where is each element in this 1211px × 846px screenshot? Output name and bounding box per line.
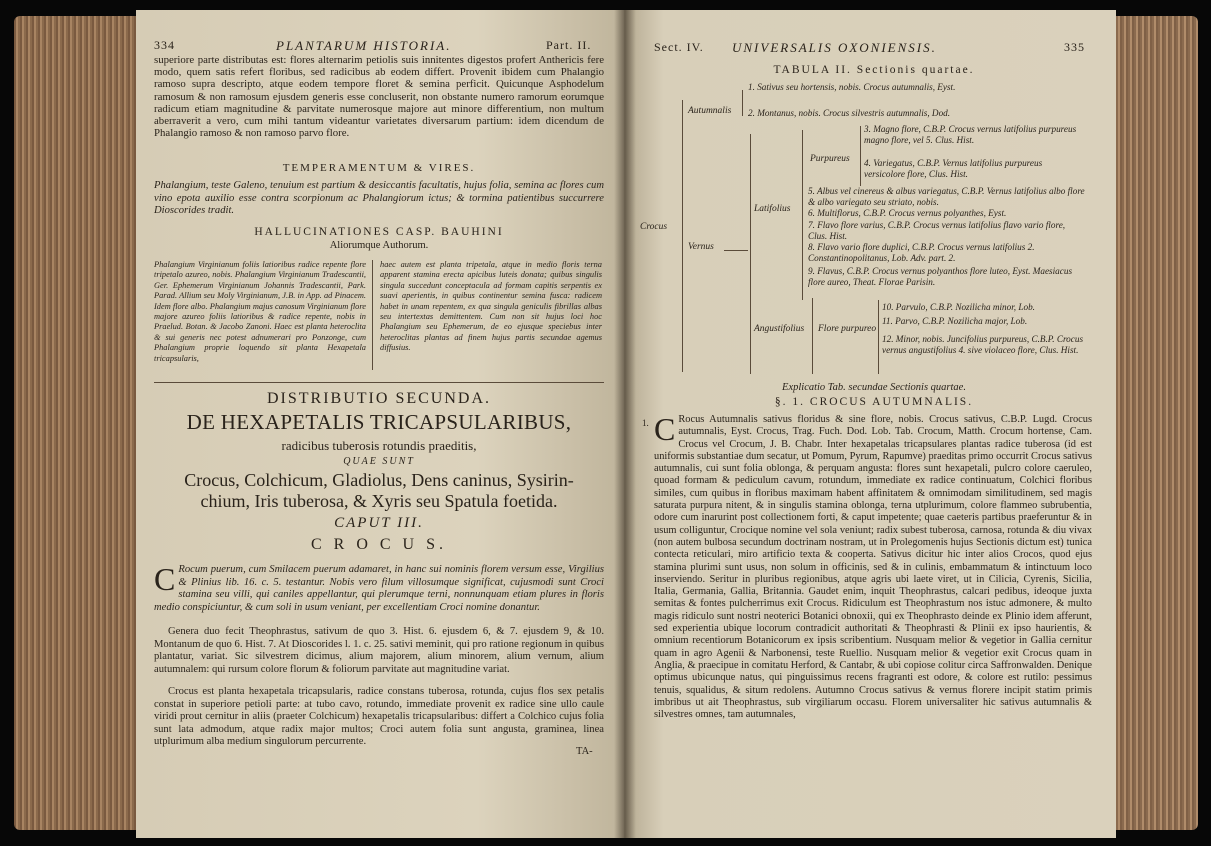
- tree-flore-purpureo-brace: [878, 300, 879, 374]
- crocus-autumnalis-paragraph: [654, 411, 1092, 721]
- crocus-paragraph-1-text: Rocum puerum, cum Smilacem puerum adamaret, in hanc sui nominis florem versum esse, Virgilius & Plinius lib. 16. c. 5. testantur. Nobis vero filum villosumque significat, cujusmodi sunt Croci stamina seu villi, qui caniles appellantur, qui plerumque terni, nonnunquam etiam plures in floris medio conspiciuntur, & cum soli in usum veniant, per excellentiam Croci nomine donantur.: [154, 564, 604, 613]
- caput-heading: CAPUT III.: [334, 515, 424, 531]
- entry-3: 3. Magno flore, C.B.P. Crocus vernus latifolius purpureus magno flore, vel 5. Clus. Hist.: [864, 124, 1077, 145]
- left-running-head: PLANTARUM HISTORIA.: [276, 38, 452, 53]
- autumnalis-paragraph-text: Rocus Autumnalis sativus floridus & sine flore, nobis. Crocus sativus, C.B.P. Lugd. Crocus autumnalis, Eyst. Crocus, Trag. Fuch. Dod. Lob. Tab. Crocum, Matth. Crocum hortense, Cam. Crocus vel Crocum, J. B. Chabr. Inter hexapetalas tricapsulares plantas radice tuberosa (id est uniformis substantiae dum secatur, ut Pomum, Pyrum, Rapumve) praeditas primo occurrit Crocus sativus autumnalis, cui sunt folia oblonga, & perquam angusta: flores sunt hexapetali, pulcro colore caeruleo, quoad formam & pediculum cavum, rotundum, immediate ex radice continuatum, Colchici floribus similes, cum quibus in floribus maximam habent affinitatem & omnimodam similitudinem, sed magis saturata purpura nitent, & in singulis stamina oblonga, terna utplurimum, colore flammeo subrubentia, odore cum inarurint post collectionem forti, & caput impetente; quae caeteris partibus praeferuntur & in usum colliguntur, Crocique nomine vel sola veniunt; radix subest tuberosa, carnosa, rotunda & diu vivax (non autem bulbosa secundum doctrinam nostram, ut in Prolegomenis hujus Sectionis dictum est) tunica contecta reticulari, miro artificio texta & cooperta. Sativus dicitur hic inter alios Crocos, quod ejus stamina plurimi sunt usus, non solum in officinis, sed & in culinis, embammatum & intinctuum loco inserviendo. Seritur in pluribus regionibus, atque agris ubi laete viret, ut in Cilicia, Cyrenis, Sicilia, Italia, Germania, Gallia, Britannia. Gaudet enim, inquit Theophrastus, calcari pedibus, ideoque juxta semitas & fontes pulcherrimus exit Crocus. Ridiculum est Theophrastum nos istuc admonere, & multo magis ridiculo sunt nostri neoterici Botanici obnoxii, qui ex Theophrasto deinde ex Plinio idem afferunt, sed experientia ubique locorum contradicit authoritati & Theophrasti & Plinii ex ipso haurientis, & omnium recentiorum Botanicorum ex ipsis scribentium. Nusquam melior & vegetior in Gallia cernitur quam in agro Agenii & Narbonensi, teste Ruellio. Nusquam melior & vegetior exit Crocus quam in Anglia, & praecipue in comitatu Herford, & Cantabr, & ubi copiose colitur circa Saffronwalden. Denique optimus ubicunque natus, qui pinguissimus recens fragranti est odore, & colore est rutilo: pessimus tenuis, squalidus, & situm redolens. Autumno Crocus sativus & vernus florere incipit statim primis imbribus ut ait Theophrastus, sub virgiliarum occasu. Florem universaliter hic sativus autumnalis & silvestres omnes, tam autumnales,: [654, 414, 1092, 721]
- entry-11: 11. Parvo, C.B.P. Nozilicha major, Lob.: [882, 316, 1028, 326]
- left-catchword: TA-: [576, 746, 593, 757]
- entry-4: 4. Variegatus, C.B.P. Vernus latifolius purpureus versicolore flore, Clus. Hist.: [864, 158, 1043, 179]
- temperament-heading: TEMPERAMENTUM & VIRES.: [282, 162, 476, 174]
- tree-autumnalis-label: Autumnalis: [688, 106, 732, 116]
- tree-purpureus-label: Purpureus: [810, 154, 850, 164]
- tree-latifolius-label: Latifolius: [754, 204, 791, 214]
- genera-line-2: chium, Iris tuberosa, & Xyris seu Spatula foetida.: [200, 491, 558, 511]
- tree-purpureus-brace: [860, 126, 861, 186]
- entry-12: 12. Minor, nobis. Juncifolius purpureus, C.B.P. Crocus vernus angustifolius 4. sive violaceo flore, Clus. Hist.: [882, 334, 1084, 355]
- left-part-label: Part. II.: [546, 38, 592, 52]
- genera-line-1: Crocus, Colchicum, Gladiolus, Dens caninus, Sysirin-: [184, 470, 574, 490]
- radicibus-line: radicibus tuberosis rotundis praeditis,: [281, 438, 477, 453]
- entry-9: 9. Flavus, C.B.P. Crocus vernus polyanthos flore luteo, Eyst. Maesiacus flore aureo, Theat. Florae Parisin.: [808, 266, 1073, 287]
- section-label: Sect. IV.: [654, 40, 704, 54]
- tree-crocus-brace: [682, 100, 683, 372]
- tree-crocus-label: Crocus: [640, 222, 668, 232]
- entry-6: 6. Multiflorus, C.B.P. Crocus vernus polyanthes, Eyst.: [808, 208, 1007, 218]
- quae-sunt-line: QUAE SUNT: [343, 456, 415, 467]
- right-running-head: UNIVERSALIS OXONIENSIS.: [732, 40, 937, 55]
- crocus-paragraph-3: Crocus est planta hexapetala tricapsularis, radice constans tuberosa, rotunda, cujus flos sex petalis constat in superiore petioli parte: at tubo cavo, rotundo, immediate provenit ex radice sine ullo caule viridi prout cernitur in aliis (praeter Colchicum) hexapetalis tricapsularibus: differt a Colchico cujus folia sunt lata admodum, atque radix major multos; Croci autem folia sunt angusta, graminea, linea utplurimum alba medium singulorum percurrente.: [154, 686, 604, 748]
- explicatio-line: Explicatio Tab. secundae Sectionis quartae.: [782, 382, 966, 393]
- book-gutter: [614, 10, 636, 838]
- note-column-1: Phalangium Virginianum foliis latioribus radice repente flore tripetalo azureo, nobis. Phalangium Virginianum Tradescantii, Ger. Ephemerum Virginianum Johannis Tradescantii, Park. Parad. Allium seu Moly Virginianum, J.B. in App. ad Pinacem. Idem flore albo. Phalangium majus canosum Virginianum flore majore azureo foliis latioribus & radice repente, nobis in Praelud. Botan. & Jacobo Zanoni. Haec est planta heteroclita & sui generis nec potest adnumerari pro Ponzonge, cum Phalangium proprie loquendo sit planta Hexapetala tricapsularis,: [154, 260, 366, 363]
- tabula-title: TABULA II. Sectionis quartae.: [773, 64, 975, 76]
- note-column-2: haec autem est planta tripetala, atque in medio floris terna apparent stamina erecta apicibus luteis donata; quibus singulis singula succedunt conceptacula ad formam capitis serpentis ex suavi aperientis, in quibus continentur semina fusca: radicem habet in unam repentem, ex qua singula geniculis fibrillas albas seu intertextas demittentem. Cum non sit hujus loci hoc Phalangium seu Ephemerum, de eo ejusque speciebus inter heteroclitas plantas ad finem hujus partis secundae agemus diffusius.: [380, 260, 602, 353]
- crocus-autumnalis-heading: §. 1. CROCUS AUTUMNALIS.: [774, 396, 974, 408]
- hallucinationes-heading: HALLUCINATIONES CASP. BAUHINI: [254, 226, 504, 238]
- left-page: [136, 10, 624, 838]
- entry-1: 1. Sativus seu hortensis, nobis. Crocus autumnalis, Eyst.: [748, 82, 956, 92]
- right-page-number: 335: [1064, 40, 1085, 54]
- crocus-paragraph-2: Genera duo fecit Theophrastus, sativum de quo 3. Hist. 6. ejusdem 6, & 7. ejusdem 9, & 10. Montanum de quo 6. Hist. 7. At Dioscorides l. 1. c. 25. sativi meminit, qui pro ratione regionum in quibus plantatur, variat. Sic silvestrem dicimus, alium majorem, alium minorem, alium vernum, alium autumnalem: qui rursum colore florum & foliorum parvitate aut magnitudine variat.: [154, 626, 604, 675]
- temperament-paragraph: Phalangium, teste Galeno, tenuium est partium & desiccantis facultatis, hujus folia, semina ac flores cum vino epota auxilio esse contra scorpionum ac Phalangiorum ictus; & tormina patientibus succurrere Dioscorides tradit.: [154, 180, 604, 217]
- left-page-edges: [14, 16, 142, 830]
- entry-2: 2. Montanus, nobis. Crocus silvestris autumnalis, Dod.: [748, 108, 951, 118]
- right-page-edges: [1110, 16, 1198, 830]
- entry-10: 10. Parvulo, C.B.P. Nozilicha minor, Lob.: [882, 302, 1035, 312]
- hallucinationes-subheading: Aliorumque Authorum.: [329, 240, 429, 251]
- de-hexapetalis-heading: DE HEXAPETALIS TRICAPSULARIBUS,: [186, 410, 572, 434]
- section-divider-rule: [154, 382, 604, 383]
- crocus-dropcap: C: [154, 561, 176, 597]
- autumnalis-dropcap: C: [654, 411, 676, 447]
- intro-paragraph: superiore parte distributas est: flores alternarim petiolis suis innitentes digestos profert Anthericis fere modo, quem satis refert floribus, sed radicibus ab eodem differt. Provenit ibidem cum Phalangio ramoso supra descripto, atque eodem tempore floret & semina perficit. Quicunque Asphodelum ramosum & non ramosum ejusdem generis esse concluserit, non obstante numero ramorum eorumque radicum etiam magnitudine & parvitate numerosque majore aut minore differentium, non multum aberraverit a vero, cum mihi tantum videantur varietates diversarum partium: idem dicendum de Phalangio ramoso & non ramoso parvo flore.: [154, 54, 604, 140]
- tree-vernus-connector: [724, 250, 748, 251]
- tree-angustifolius-label: Angustifolius: [754, 324, 805, 334]
- crocus-title: C R O C U S.: [310, 536, 448, 553]
- tree-vernus-label: Vernus: [688, 242, 714, 252]
- entry-5: 5. Albus vel cinereus & albus variegatus, C.B.P. Vernus latifolius albo flore & albo variegato seu striato, nobis.: [808, 186, 1085, 207]
- tree-autumnalis-brace: [742, 90, 743, 116]
- tree-latifolius-brace: [802, 130, 803, 300]
- entry-7: 7. Flavo flore varius, C.B.P. Crocus vernus latifolius flavo vario flore, Clus. Hist.: [808, 220, 1066, 241]
- entry-8: 8. Flavo vario flore duplici, C.B.P. Crocus vernus latifolius 2. Constantinopolitanus, Lob. Adv. part. 2.: [808, 242, 1035, 263]
- tree-angustifolius-brace: [812, 298, 813, 374]
- distributio-heading: DISTRIBUTIO SECUNDA.: [267, 390, 491, 407]
- left-page-number: 334: [154, 38, 175, 52]
- margin-note-number: 1.: [642, 418, 649, 428]
- note-column-divider: [372, 260, 373, 370]
- tree-vernus-brace: [750, 134, 751, 374]
- right-page: [624, 10, 1116, 838]
- tree-flore-purpureo-label: Flore purpureo: [818, 324, 877, 334]
- crocus-paragraph-1: [154, 561, 604, 614]
- open-book: [14, 10, 1198, 838]
